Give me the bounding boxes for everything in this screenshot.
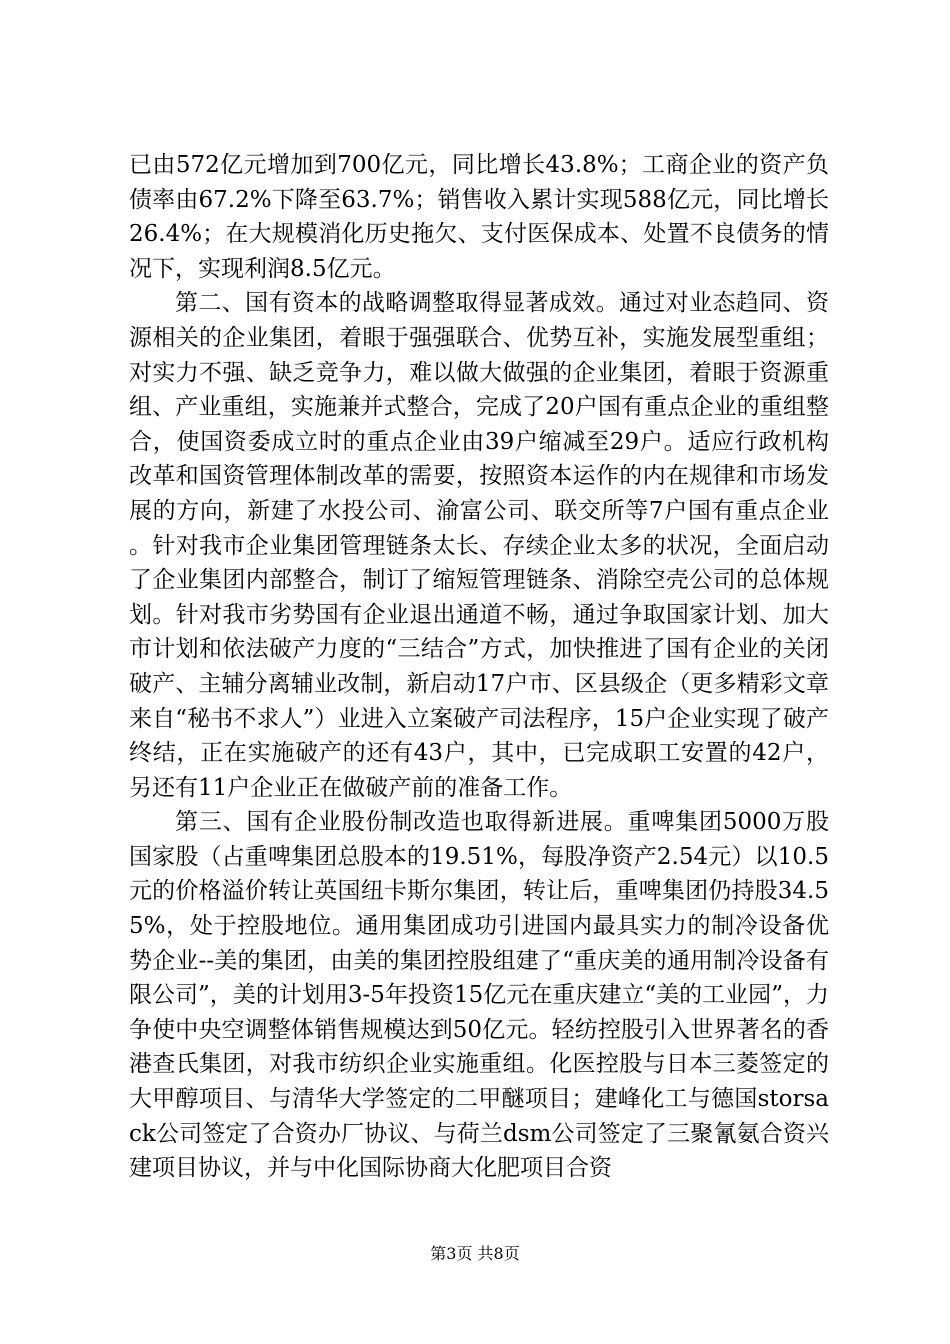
page-footer: [0, 1244, 950, 1264]
paragraph-section-three: 第三、国有企业股份制改造也取得新进展。重啤集团5000万股国家股（占重啤集团总股本的19.51%，每股净资产2.54元）以10.5元的价格溢价转让英国纽卡斯尔集团，转让后，重啤集团仍持股34.55%，处于控股地位。通用集团成功引进国内最具实力的制冷设备优势企业--美的集团，由美的集团控股组建了“重庆美的通用制冷设备有限公司”，美的计划用3-5年投资15亿元在重庆建立“美的工业园”，力争使中央空调整体销售规模达到50亿元。轻纺控股引入世界著名的香港查氏集团，对我市纺织企业实施重组。化医控股与日本三菱签定的大甲醇项目、与清华大学签定的二甲醚项目；建峰化工与德国storsack公司签定了合资办厂协议、与荷兰dsm公司签定了三聚氰氨合资兴建项目协议，并与中化国际协商大化肥项目合资: [129, 809, 829, 1182]
document-body: [129, 148, 829, 1186]
paragraph-section-two: 第二、国有资本的战略调整取得显著成效。通过对业态趋同、资源相关的企业集团，着眼于强强联合、优势互补，实施发展型重组；对实力不强、缺乏竞争力，难以做大做强的企业集团，着眼于资源重组、产业重组，实施兼并式整合，完成了20户国有重点企业的重组整合，使国资委成立时的重点企业由39户缩减至29户。适应行政机构改革和国资管理体制改革的需要，按照资本运作的内在规律和市场发展的方向，新建了水投公司、渝富公司、联交所等7户国有重点企业。针对我市企业集团管理链条太长、存续企业太多的状况，全面启动了企业集团内部整合，制订了缩短管理链条、消除空壳公司的总体规划。针对我市劣势国有企业退出通道不畅，通过争取国家计划、加大市计划和依法破产力度的“三结合”方式，加快推进了国有企业的关闭破产、主辅分离辅业改制，新启动17户市、区县级企（更多精彩文章来自“秘书不求人”）业进入立案破产司法程序，15户企业实现了破产终结，正在实施破产的还有43户，其中，已完成职工安置的42户，另还有11户企业正在做破产前的准备工作。: [129, 290, 829, 801]
page-number-label: 第3页 共8页: [430, 1244, 520, 1263]
paragraph-continuation: 已由572亿元增加到700亿元，同比增长43.8%；工商企业的资产负债率由67.2%下降至63.7%；销售收入累计实现588亿元，同比增长26.4%；在大规模消化历史拖欠、支付医保成本、处置不良债务的情况下，实现利润8.5亿元。: [129, 152, 829, 282]
